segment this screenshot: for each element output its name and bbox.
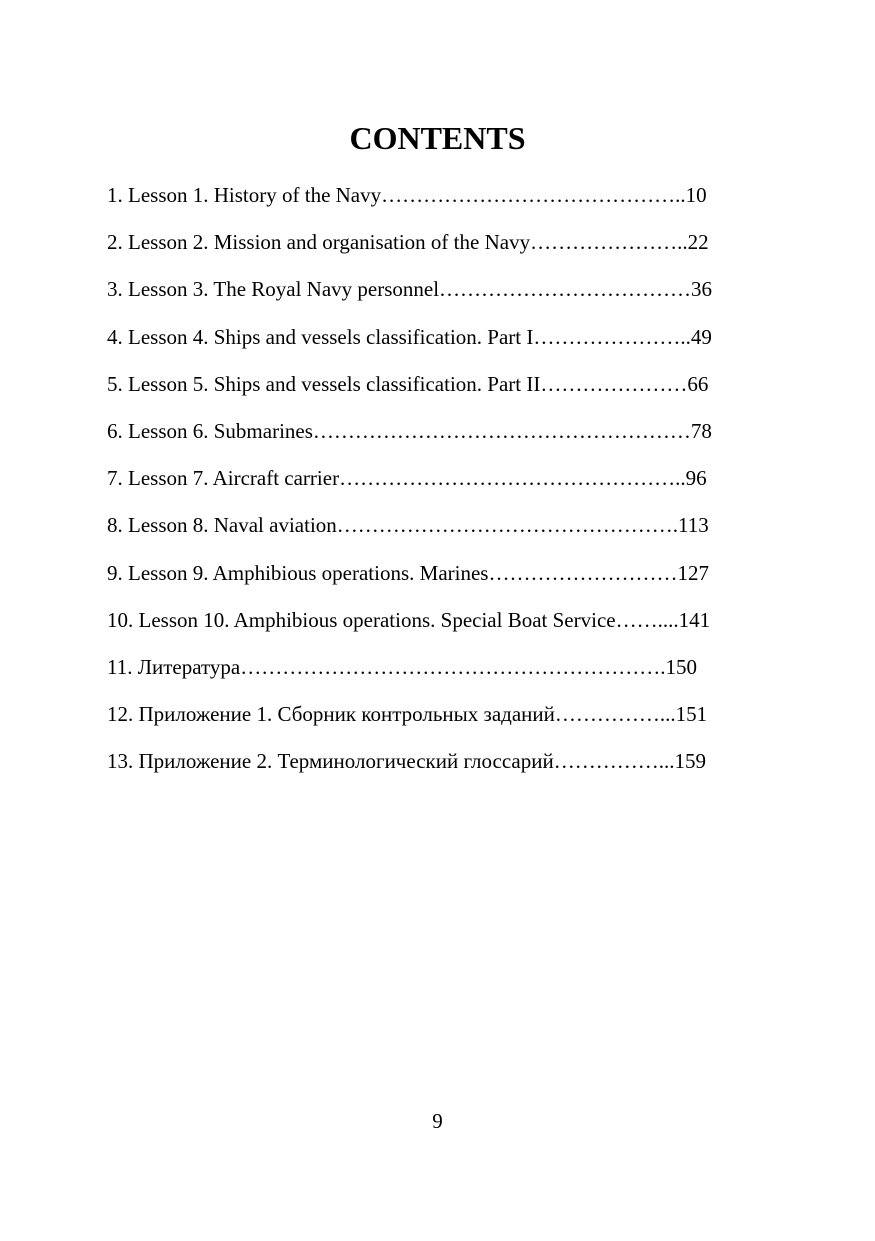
toc-entry-lesson-2: 2. Lesson 2. Mission and organisation of the Navy…………………..22 [107, 230, 709, 255]
toc-entry-lesson-10: 10. Lesson 10. Amphibious operations. Special Boat Service……....141 [107, 607, 711, 632]
toc-entry-lesson-6: 6. Lesson 6. Submarines………………………………………………78 [107, 418, 712, 443]
toc-entry-lesson-8: 8. Lesson 8. Naval aviation………………………………………….113 [107, 513, 709, 538]
page-number: 9 [432, 1109, 443, 1133]
toc-entry-literature: 11. Литература…………………………………………………….150 [107, 654, 697, 679]
page-title: CONTENTS [349, 120, 526, 156]
toc-entry-lesson-9: 9. Lesson 9. Amphibious operations. Marines………………………127 [107, 560, 709, 585]
table-of-contents [107, 180, 807, 793]
toc-entry-lesson-5: 5. Lesson 5. Ships and vessels classification. Part II…………………66 [107, 371, 709, 396]
toc-entry-lesson-4: 4. Lesson 4. Ships and vessels classification. Part I…………………..49 [107, 324, 712, 349]
toc-entry-lesson-7: 7. Lesson 7. Aircraft carrier…………………………………………..96 [107, 466, 707, 491]
toc-entry-appendix-1: 12. Приложение 1. Сборник контрольных заданий……………...151 [107, 702, 708, 727]
toc-entry-lesson-3: 3. Lesson 3. The Royal Navy personnel………………………………36 [107, 277, 713, 302]
toc-entry-lesson-1: 1. Lesson 1. History of the Navy……………………………………..10 [107, 183, 707, 207]
toc-entry-appendix-2: 13. Приложение 2. Терминологический глоссарий……………...159 [107, 749, 706, 774]
